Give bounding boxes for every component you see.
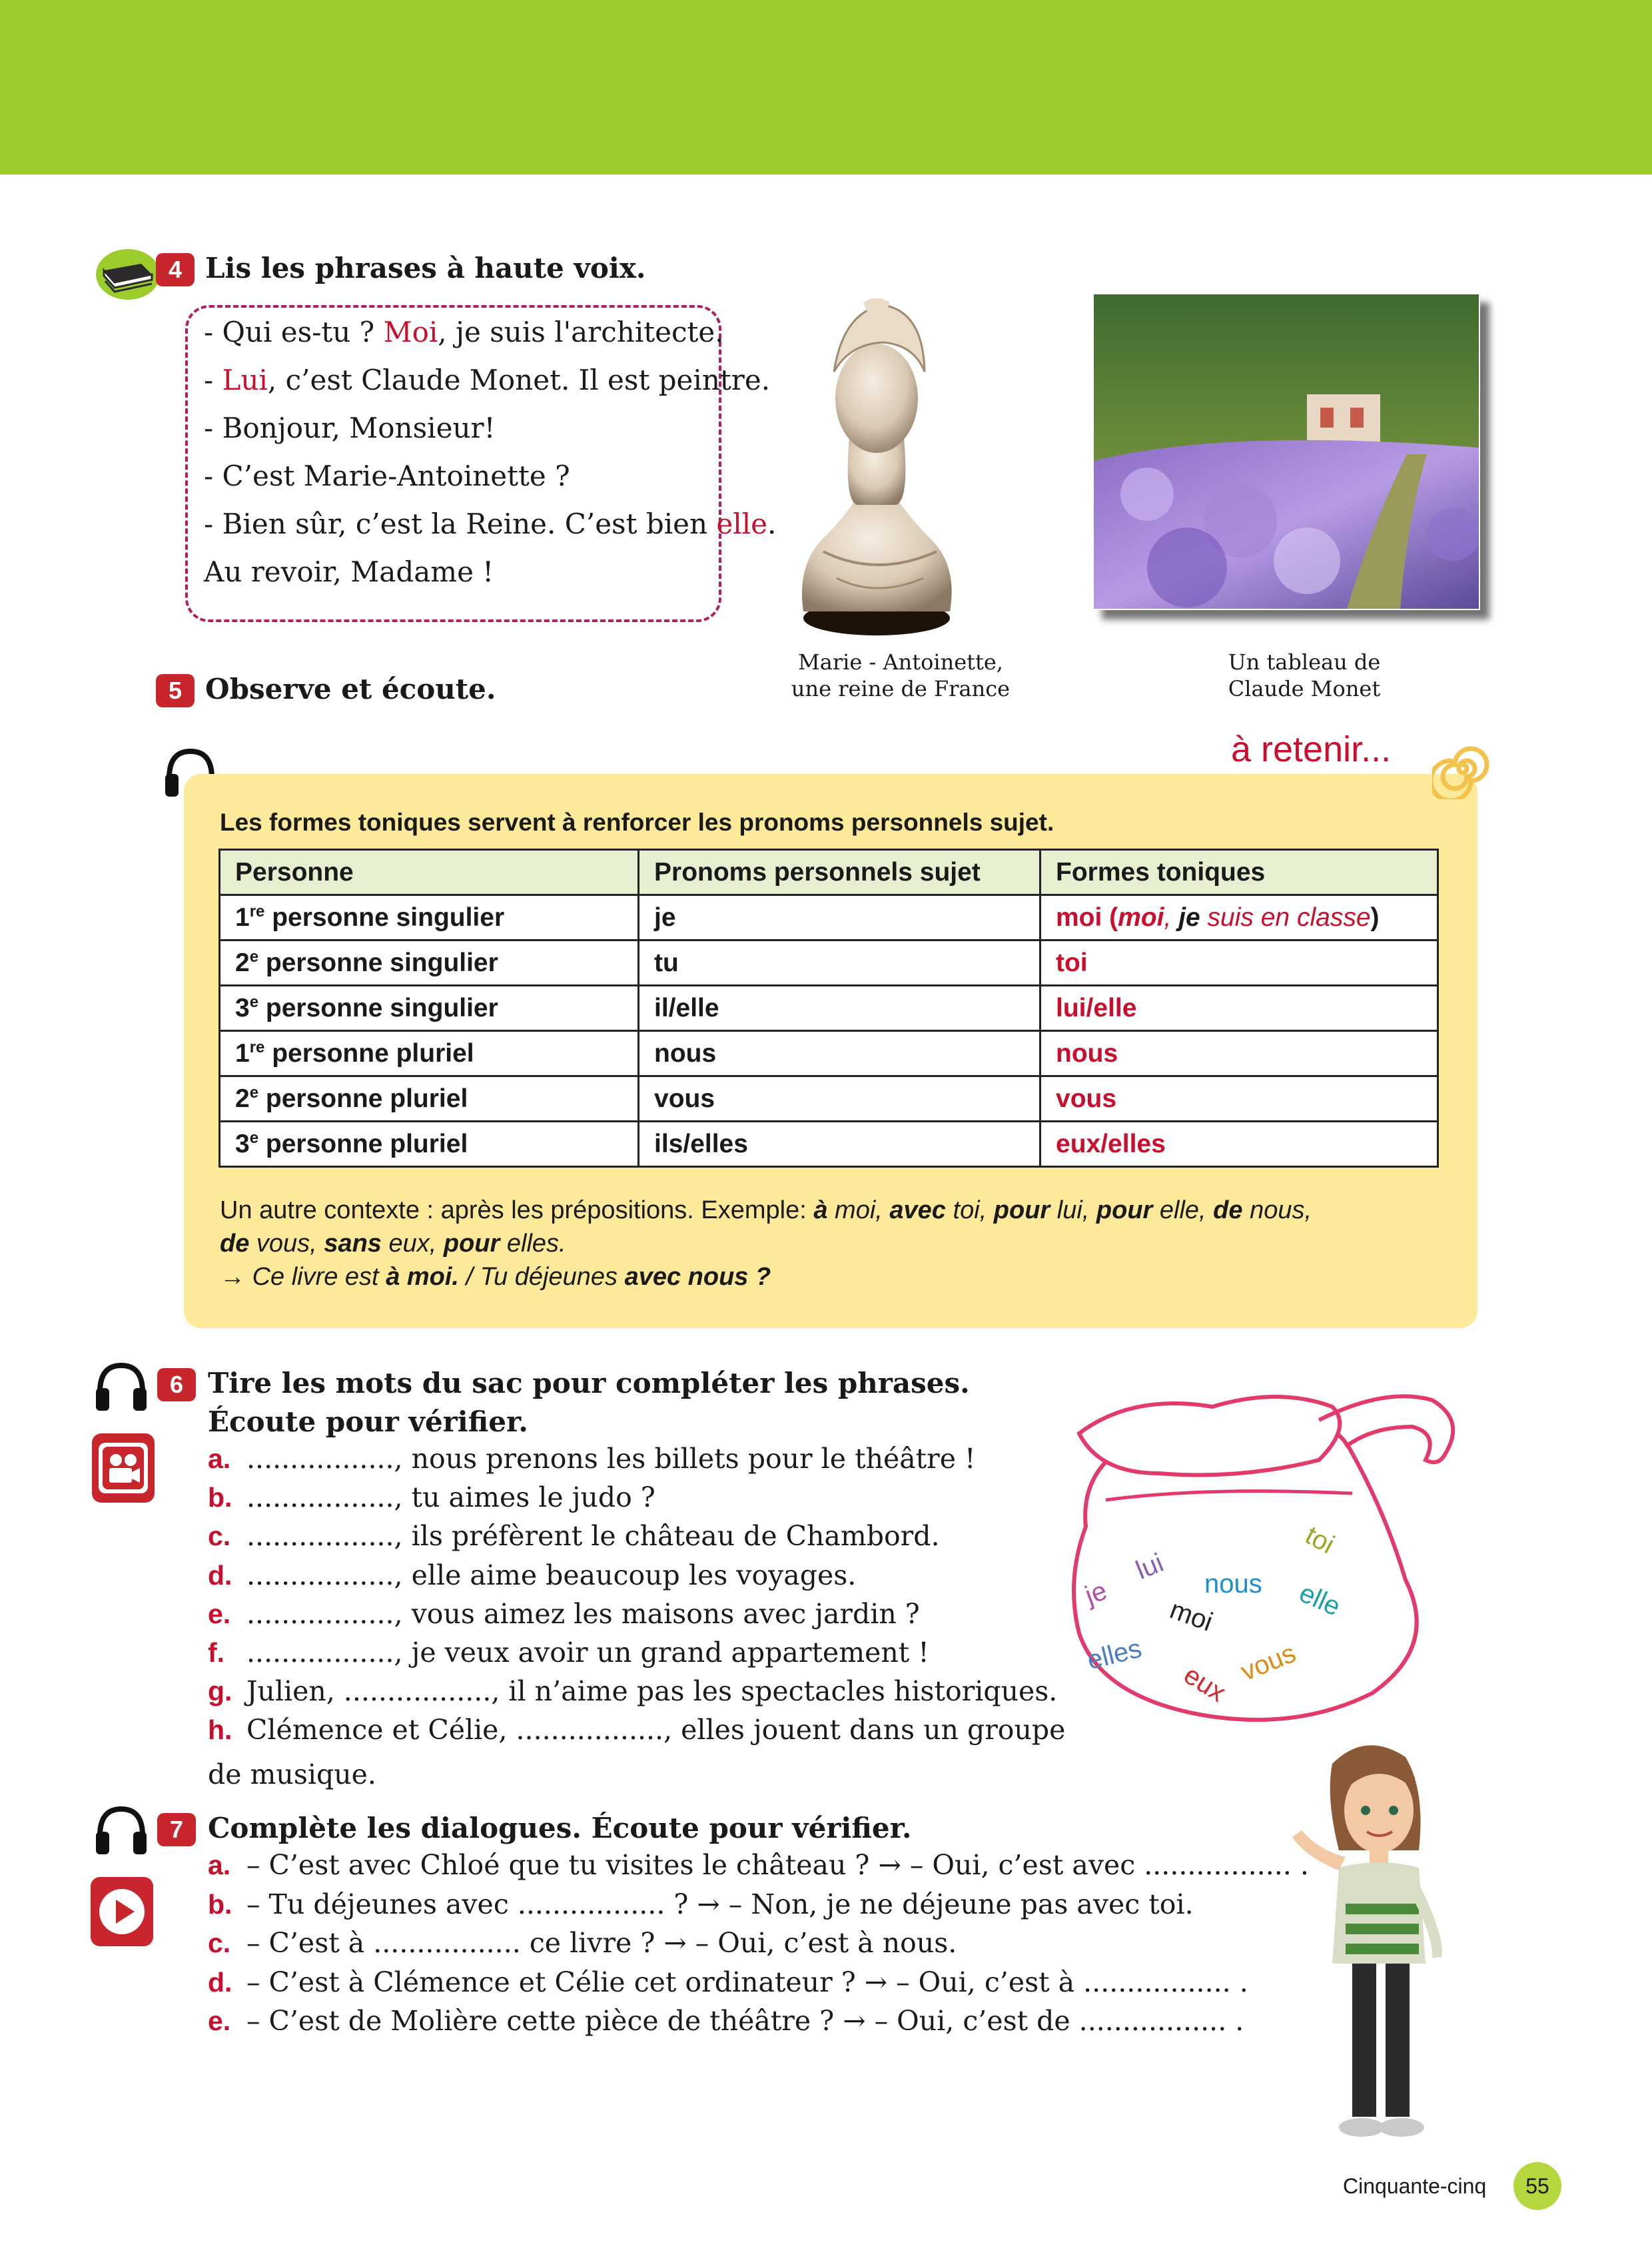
item-letter: e. bbox=[208, 2006, 231, 2036]
dialogue-item bbox=[208, 1927, 957, 1959]
context-line-1 bbox=[220, 1196, 1312, 1225]
headphones-icon[interactable] bbox=[93, 1359, 149, 1415]
tonic-pronoun: Moi bbox=[383, 316, 438, 348]
preposition: sans bbox=[324, 1230, 382, 1258]
table-header-row bbox=[220, 850, 1438, 895]
context-text: Un autre contexte : après les prépositions. Exemple: bbox=[220, 1196, 814, 1224]
item-letter: d. bbox=[208, 1559, 232, 1591]
painting-caption bbox=[1171, 649, 1438, 702]
example-rest: suis en classe bbox=[1200, 903, 1371, 932]
fill-blank-item bbox=[208, 1443, 976, 1475]
dialogue-text: , je suis l'architecte. bbox=[438, 316, 724, 348]
item-letter: a. bbox=[208, 1443, 231, 1474]
tonic-form-cell bbox=[1040, 986, 1438, 1031]
item-letter: f. bbox=[208, 1637, 225, 1668]
person-number: 1 bbox=[235, 903, 250, 932]
item-text: Clémence et Célie, ................., elles jouent dans un groupe bbox=[246, 1714, 1066, 1746]
person-number: 3 bbox=[235, 1130, 250, 1158]
item-text: ................., tu aimes le judo ? bbox=[246, 1481, 655, 1514]
banner-torn-edge bbox=[0, 148, 1652, 175]
example-bold: avec nous ? bbox=[624, 1263, 771, 1291]
dialogue-text: - Bien sûr, c’est la Reine. C’est bien bbox=[204, 508, 717, 540]
item-letter: c. bbox=[208, 1521, 231, 1552]
bust-caption-line-1: Marie - Antoinette, bbox=[798, 649, 1003, 675]
page-word: Cinquante-cinq bbox=[1343, 2174, 1487, 2198]
person-label: personne pluriel bbox=[264, 1039, 474, 1068]
preposition: avec bbox=[889, 1196, 946, 1224]
item-letter: d. bbox=[208, 1966, 232, 1998]
subject-pronoun-cell: il/elle bbox=[639, 986, 1040, 1031]
bag-word: je bbox=[1081, 1576, 1111, 1611]
preposition: pour bbox=[443, 1230, 500, 1258]
preposition: de bbox=[220, 1230, 250, 1258]
table-header-cell: Pronoms personnels sujet bbox=[639, 850, 1040, 895]
table-header-cell: Personne bbox=[220, 850, 639, 895]
bag-word: nous bbox=[1204, 1569, 1262, 1599]
tonic-form: nous bbox=[1056, 1038, 1118, 1068]
person-label: personne singulier bbox=[258, 994, 498, 1022]
tonic-form: vous bbox=[1056, 1084, 1117, 1113]
pronoun-table bbox=[218, 849, 1439, 1168]
exercise-title: Observe et écoute. bbox=[205, 673, 496, 705]
example-bold: à moi. bbox=[386, 1263, 459, 1291]
pronoun: nous, bbox=[1242, 1196, 1312, 1224]
preposition: à bbox=[813, 1196, 828, 1224]
painting-caption-line-2: Claude Monet bbox=[1228, 676, 1381, 701]
person-cell bbox=[220, 940, 639, 986]
table-row bbox=[220, 1076, 1438, 1122]
tonic-form: eux/elles bbox=[1056, 1129, 1166, 1158]
table-row bbox=[220, 1122, 1438, 1167]
fill-blank-item bbox=[208, 1675, 1057, 1707]
example-text: Ce livre est bbox=[252, 1263, 386, 1291]
item-text: – C’est à ................. ce livre ? → – Oui, c’est à nous. bbox=[246, 1927, 957, 1959]
dialogue-item bbox=[208, 1849, 1309, 1881]
dialogue-text: - Qui es-tu ? bbox=[204, 316, 384, 348]
person-number: 1 bbox=[235, 1039, 250, 1068]
example-comma: , bbox=[1164, 903, 1179, 932]
context-line-3 bbox=[220, 1263, 771, 1292]
spiral-icon bbox=[1432, 738, 1493, 799]
person-number: 2 bbox=[235, 948, 250, 977]
subject-pronoun-cell: vous bbox=[639, 1076, 1040, 1122]
subject-pronoun-cell: nous bbox=[639, 1031, 1040, 1076]
bag-word: elles bbox=[1084, 1633, 1145, 1676]
bag-word: eux bbox=[1178, 1660, 1231, 1708]
fill-blank-item bbox=[208, 1714, 1065, 1746]
pronoun: elles. bbox=[500, 1230, 566, 1258]
arrow: → bbox=[220, 1263, 252, 1291]
dialogue-line bbox=[204, 316, 724, 348]
tonic-form-cell bbox=[1040, 895, 1438, 940]
dialogue-text: Au revoir, Madame ! bbox=[204, 556, 494, 588]
person-ordinal: e bbox=[249, 1084, 259, 1102]
dialogue-line bbox=[204, 556, 494, 588]
person-number: 2 bbox=[235, 1084, 250, 1113]
example-moi: moi bbox=[1118, 903, 1164, 932]
dialogue-line bbox=[204, 412, 495, 444]
person-cell bbox=[220, 895, 639, 940]
subject-pronoun-cell: je bbox=[639, 895, 1040, 940]
example-paren: ) bbox=[1370, 903, 1380, 932]
headphones-icon[interactable] bbox=[93, 1802, 149, 1858]
table-header-cell: Formes toniques bbox=[1040, 850, 1438, 895]
person-label: personne pluriel bbox=[258, 1130, 468, 1158]
person-cell bbox=[220, 1076, 639, 1122]
pronoun: vous, bbox=[249, 1230, 324, 1258]
pronoun: elle, bbox=[1152, 1196, 1214, 1224]
pronoun: lui, bbox=[1050, 1196, 1096, 1224]
book-icon bbox=[95, 244, 161, 301]
bag-word: moi bbox=[1166, 1595, 1217, 1637]
tonic-form-cell bbox=[1040, 1076, 1438, 1122]
item-text: – C’est de Molière cette pièce de théâtre ? → – Oui, c’est de ................. . bbox=[246, 2005, 1244, 2037]
exercise-number-badge: 4 bbox=[156, 253, 195, 286]
tonic-pronoun: Lui bbox=[222, 364, 268, 396]
tonic-form-cell bbox=[1040, 940, 1438, 986]
item-text: Julien, ................., il n’aime pas les spectacles historiques. bbox=[246, 1675, 1058, 1708]
person-ordinal: re bbox=[249, 903, 265, 921]
tonic-form-cell bbox=[1040, 1031, 1438, 1076]
example-paren: ( bbox=[1102, 903, 1118, 932]
dialogue-text: - C’est Marie-Antoinette ? bbox=[204, 460, 570, 492]
fill-blank-item bbox=[208, 1598, 920, 1630]
pronoun: moi, bbox=[827, 1196, 890, 1224]
dialogue-item bbox=[208, 2005, 1244, 2037]
person-label: personne singulier bbox=[258, 948, 498, 977]
exercise-title: Lis les phrases à haute voix. bbox=[205, 252, 646, 284]
dialogue-text: - Bonjour, Monsieur! bbox=[204, 412, 496, 444]
bag-word: elle bbox=[1294, 1578, 1345, 1622]
page-number: 55 bbox=[1513, 2162, 1561, 2210]
exercise-title: Tire les mots du sac pour compléter les phrases. bbox=[208, 1367, 970, 1399]
context-line-2 bbox=[220, 1230, 566, 1258]
person-ordinal: re bbox=[249, 1038, 265, 1056]
video-button[interactable] bbox=[92, 1433, 155, 1503]
person-cell bbox=[220, 1122, 639, 1167]
item-text: – C’est à Clémence et Célie cet ordinateur ? → – Oui, c’est à ................. . bbox=[246, 1966, 1248, 1998]
fill-blank-item bbox=[208, 1481, 655, 1513]
tonic-form-cell bbox=[1040, 1122, 1438, 1167]
play-button[interactable] bbox=[91, 1877, 153, 1946]
bag-word: toi bbox=[1300, 1520, 1340, 1560]
person-label: personne pluriel bbox=[258, 1084, 468, 1113]
dialogue-item bbox=[208, 1966, 1248, 1998]
bag-word: lui bbox=[1132, 1548, 1168, 1585]
bust-caption bbox=[767, 649, 1034, 702]
exercise-number-badge: 6 bbox=[157, 1368, 196, 1401]
item-letter: b. bbox=[208, 1482, 232, 1513]
dialogue-line bbox=[204, 364, 770, 396]
person-cell bbox=[220, 986, 639, 1031]
dialogue-item bbox=[208, 1888, 1194, 1920]
dialogue-text: , c’est Claude Monet. Il est peintre. bbox=[267, 364, 771, 396]
dialogue-text: - bbox=[204, 364, 222, 396]
bag-word: vous bbox=[1236, 1638, 1300, 1687]
tonic-form: moi bbox=[1056, 903, 1102, 932]
person-ordinal: e bbox=[249, 948, 259, 966]
item-letter: c. bbox=[208, 1928, 231, 1958]
item-text: ................., elle aime beaucoup les voyages. bbox=[246, 1559, 857, 1591]
pronoun: toi, bbox=[945, 1196, 994, 1224]
rule-intro: Les formes toniques servent à renforcer les pronoms personnels sujet. bbox=[220, 809, 1054, 836]
exercise-subtitle: Écoute pour vérifier. bbox=[208, 1405, 528, 1438]
dialogue-line bbox=[204, 508, 776, 540]
preposition: pour bbox=[993, 1196, 1050, 1224]
table-row bbox=[220, 1031, 1438, 1076]
item-text: – Tu déjeunes avec ................. ? → – Non, je ne déjeune pas avec toi. bbox=[246, 1888, 1194, 1920]
item-text: – C’est avec Chloé que tu visites le château ? → – Oui, c’est avec ................. . bbox=[246, 1849, 1309, 1881]
monet-painting-image bbox=[1094, 294, 1479, 609]
item-letter: e. bbox=[208, 1598, 231, 1629]
exercise-number-badge: 5 bbox=[156, 674, 195, 707]
fill-blank-item bbox=[208, 1637, 929, 1669]
table-row bbox=[220, 986, 1438, 1031]
person-number: 3 bbox=[235, 994, 250, 1022]
exercise-title: Complète les dialogues. Écoute pour vérifier. bbox=[208, 1812, 912, 1844]
item-letter: b. bbox=[208, 1888, 232, 1920]
item-letter: g. bbox=[208, 1676, 232, 1707]
item-letter: a. bbox=[208, 1850, 231, 1880]
retenir-label: à retenir... bbox=[1231, 729, 1392, 769]
person-ordinal: e bbox=[249, 993, 259, 1011]
dialogue-line bbox=[204, 460, 570, 492]
pronoun: eux, bbox=[381, 1230, 444, 1258]
subject-pronoun-cell: tu bbox=[639, 940, 1040, 986]
marie-antoinette-bust-image bbox=[783, 298, 970, 638]
preposition: de bbox=[1213, 1196, 1243, 1224]
fill-blank-item bbox=[208, 1520, 940, 1552]
person-label: personne singulier bbox=[264, 903, 505, 932]
table-row bbox=[220, 895, 1438, 940]
item-text: ................., je veux avoir un grand appartement ! bbox=[246, 1637, 929, 1669]
bust-caption-line-2: une reine de France bbox=[791, 676, 1011, 701]
film-camera-icon bbox=[92, 1433, 155, 1503]
girl-character-image bbox=[1292, 1737, 1472, 2150]
tonic-form: lui/elle bbox=[1056, 993, 1137, 1022]
item-text: ................., vous aimez les maisons avec jardin ? bbox=[246, 1597, 920, 1630]
item-h-continuation: de musique. bbox=[208, 1758, 376, 1790]
person-cell bbox=[220, 1031, 639, 1076]
item-letter: h. bbox=[208, 1714, 232, 1746]
fill-blank-item bbox=[208, 1559, 856, 1591]
exercise-number-badge: 7 bbox=[157, 1813, 196, 1846]
item-text: ................., ils préfèrent le château de Chambord. bbox=[246, 1520, 940, 1553]
painting-caption-line-1: Un tableau de bbox=[1228, 649, 1381, 675]
person-ordinal: e bbox=[249, 1129, 259, 1147]
dialogue-text: . bbox=[767, 508, 777, 540]
item-text: ................., nous prenons les billets pour le théâtre ! bbox=[246, 1443, 976, 1475]
subject-pronoun-cell: ils/elles bbox=[639, 1122, 1040, 1167]
tonic-form: toi bbox=[1056, 948, 1088, 977]
tonic-pronoun: elle bbox=[716, 508, 767, 540]
preposition: pour bbox=[1096, 1196, 1153, 1224]
example-text: / Tu déjeunes bbox=[459, 1263, 625, 1291]
example-je: je bbox=[1178, 903, 1200, 932]
play-icon bbox=[91, 1877, 153, 1946]
table-row bbox=[220, 940, 1438, 986]
